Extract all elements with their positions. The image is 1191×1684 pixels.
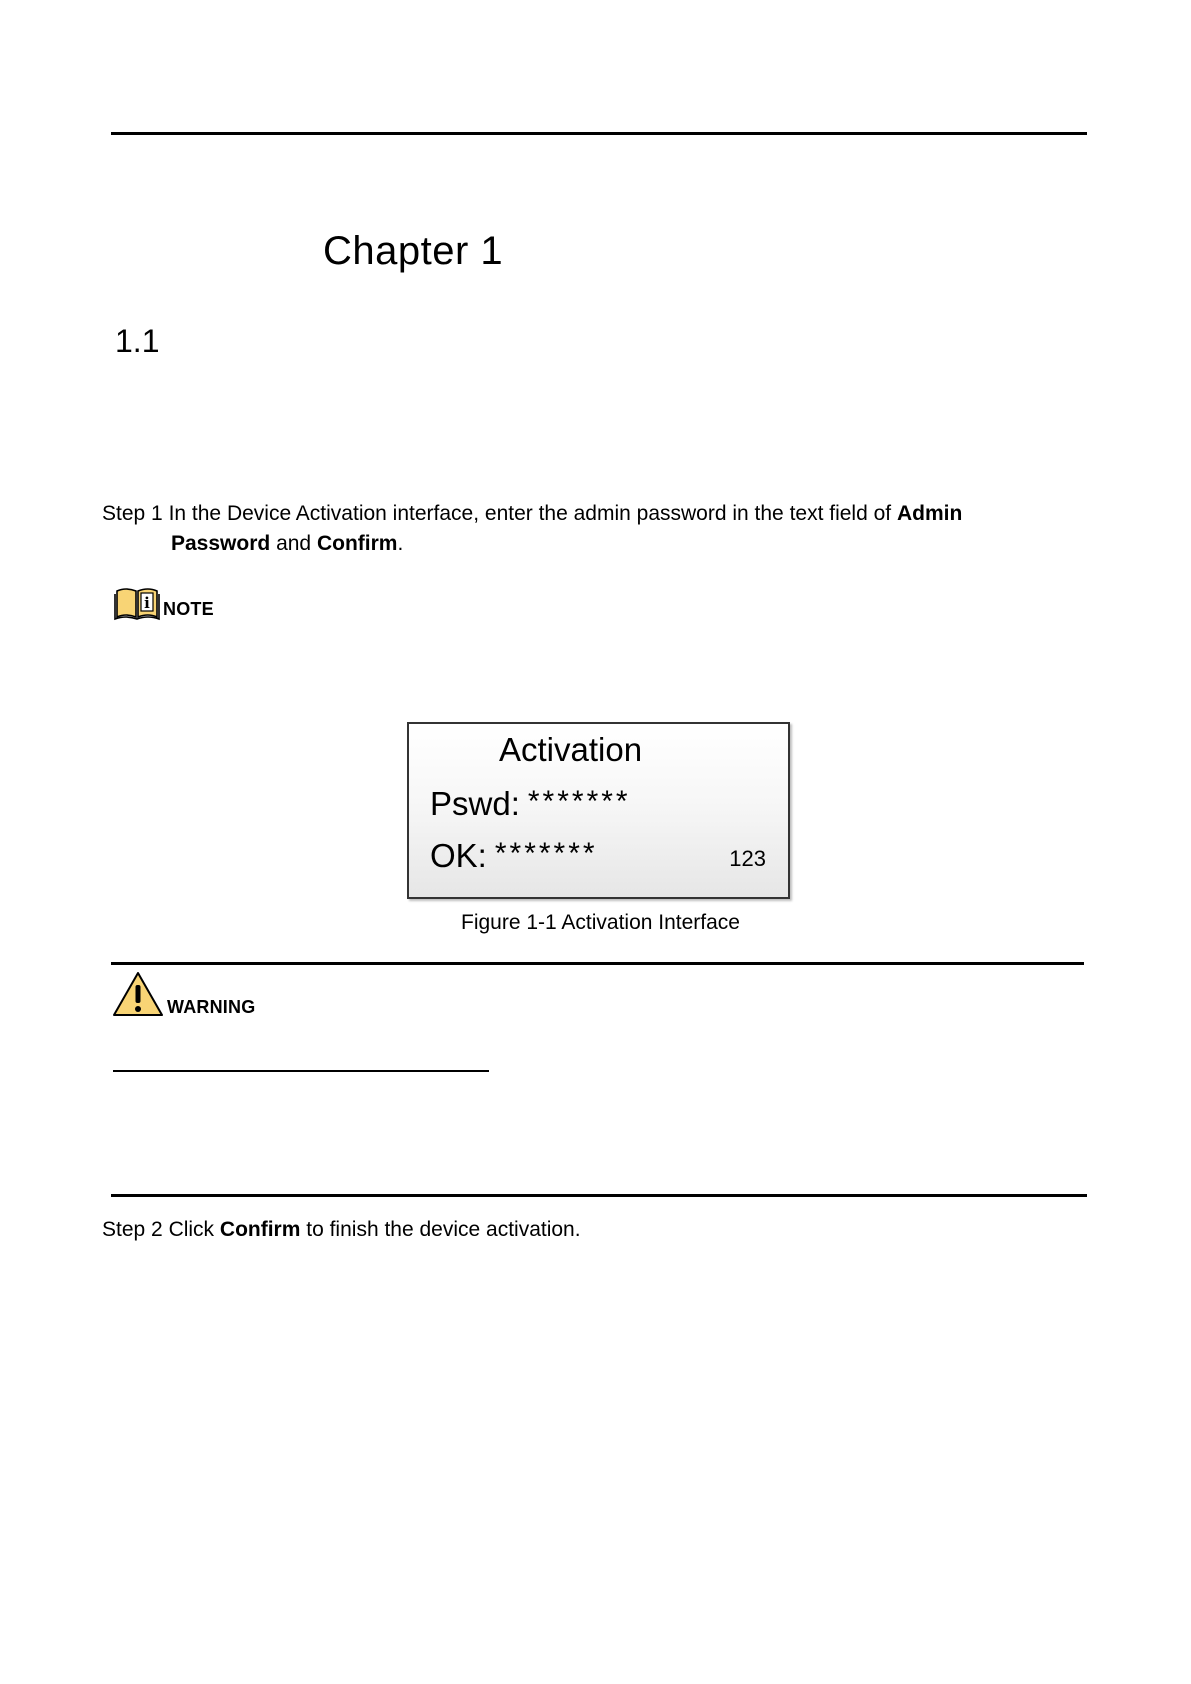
warning-top-divider xyxy=(111,962,1084,965)
password-mask: ******* xyxy=(527,785,631,818)
activation-screen xyxy=(407,722,790,899)
step-1-and: and xyxy=(276,532,312,555)
step-1-line-1 xyxy=(102,499,1062,529)
warning-triangle-icon xyxy=(112,970,164,1018)
input-mode-indicator: 123 xyxy=(729,846,766,871)
confirm-mask: ******* xyxy=(494,837,598,870)
step-2-text-after: to finish the device activation. xyxy=(306,1218,581,1241)
warning-short-divider xyxy=(113,1070,489,1072)
step-2-text: Click xyxy=(168,1218,215,1241)
step-1-label: Step 1 xyxy=(102,502,163,525)
note-label: NOTE xyxy=(163,599,214,619)
confirm-row xyxy=(430,834,598,876)
step-1 xyxy=(102,499,1062,559)
warning-label: WARNING xyxy=(167,997,256,1017)
step-1-bold-admin-word: Admin xyxy=(896,502,963,525)
activation-screen-title: Activation xyxy=(499,731,643,768)
chapter-title: Chapter 1 xyxy=(323,229,504,273)
step-1-period: . xyxy=(397,532,404,555)
step-2-label: Step 2 xyxy=(102,1218,163,1241)
step-1-bold-confirm: Confirm xyxy=(316,532,398,555)
svg-text:i: i xyxy=(144,594,150,612)
step-1-text: In the Device Activation interface, enter the admin password in the text field of xyxy=(168,502,892,525)
figure-caption: Figure 1-1 Activation Interface xyxy=(461,911,740,934)
info-book-icon xyxy=(114,585,160,621)
confirm-label: OK: xyxy=(430,837,487,874)
step-1-line-2 xyxy=(102,529,1062,559)
password-row xyxy=(430,782,631,824)
top-divider xyxy=(111,132,1087,135)
password-label: Pswd: xyxy=(430,785,520,822)
step-1-bold-password-word: Password xyxy=(171,532,271,555)
step-2-bold-confirm: Confirm xyxy=(219,1218,301,1241)
warning-bottom-divider xyxy=(111,1194,1087,1197)
step-2 xyxy=(102,1215,581,1245)
section-number: 1.1 xyxy=(115,323,160,359)
